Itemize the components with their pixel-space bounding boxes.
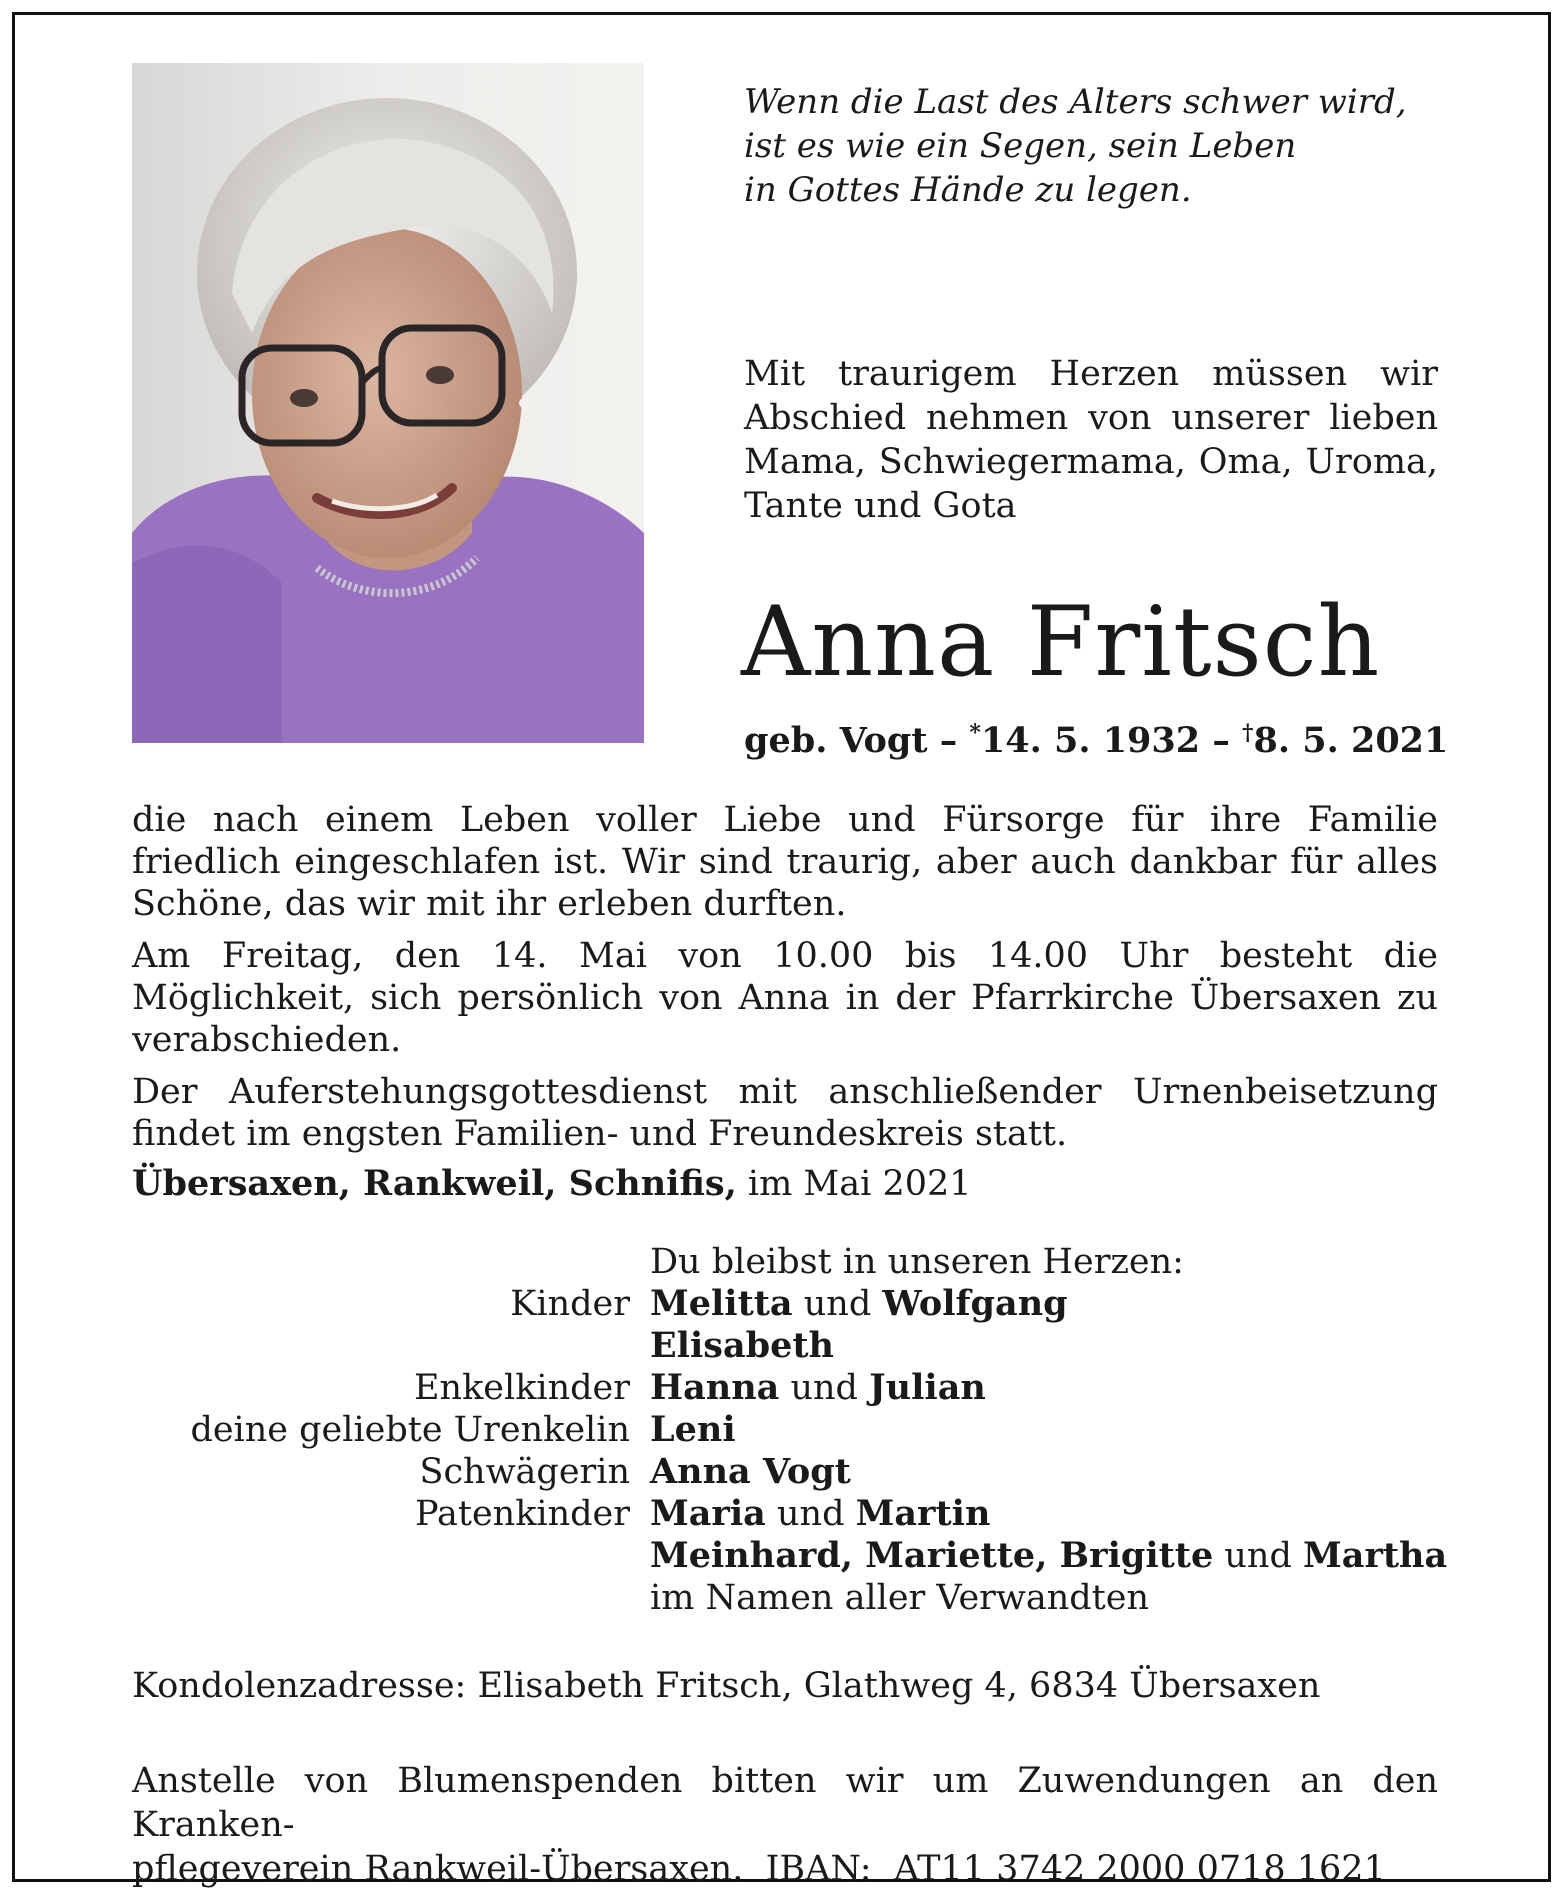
place-towns: Übersaxen, Rankweil, Schnifis, — [132, 1163, 737, 1204]
birth-date: 14. 5. 1932 — [980, 720, 1201, 761]
intro-line: Mit traurigem Herzen müssen wir — [744, 354, 1438, 394]
family-heading: Du bleibst in unseren Herzen: — [650, 1242, 1184, 1282]
body-paragraph: Der Auferstehungsgottesdienst mit anschließender Urnenbeisetzung findet im engsten Familien- und Freundeskreis statt. — [132, 1072, 1438, 1154]
donation-line: pflegeverein Rankweil-Übersaxen. IBAN: AT11 3742 2000 0718 1621 — [132, 1849, 1386, 1889]
family-row-urenkel — [132, 1409, 1472, 1451]
intro-line: Mama, Schwiegermama, Oma, Uroma, — [744, 442, 1438, 482]
body-paragraph: Am Freitag, den 14. Mai von 10.00 bis 14.00 Uhr besteht die Möglichkeit, sich persönlich von Anna in der Pfarrkirche Übersaxen zu verabschieden. — [132, 936, 1438, 1060]
relation-label: Enkelkinder — [414, 1368, 630, 1408]
death-date: 8. 5. 2021 — [1253, 720, 1449, 761]
family-list — [132, 1241, 1472, 1619]
portrait-photo — [132, 63, 644, 743]
intro-line: Abschied nehmen von unserer lieben — [744, 398, 1438, 438]
conjunction: und — [1224, 1536, 1292, 1576]
conjunction: und — [790, 1368, 858, 1408]
separator: – — [939, 720, 958, 761]
relation-label: Schwägerin — [419, 1452, 630, 1492]
obituary-page — [12, 12, 1551, 1889]
family-row-schwaegerin — [132, 1451, 1472, 1493]
body-paragraph: die nach einem Leben voller Liebe und Fürsorge für ihre Familie friedlich eingeschlafen ist. Wir sind traurig, aber auch dankbar für alles Schöne, das wir mit ihr erleben durften. — [132, 800, 1438, 924]
separator: – — [1212, 720, 1230, 761]
family-heading-row — [132, 1241, 1472, 1283]
donation-line: Anstelle von Blumenspenden bitten wir um Zuwendungen an den Kranken- — [132, 1761, 1438, 1845]
place-month: im Mai 2021 — [747, 1164, 972, 1204]
condolence-address: Kondolenzadresse: Elisabeth Fritsch, Glathweg 4, 6834 Übersaxen — [132, 1666, 1321, 1706]
family-footer: im Namen aller Verwandten — [650, 1578, 1149, 1618]
family-row-enkel — [132, 1367, 1472, 1409]
birth-name: geb. Vogt — [744, 720, 928, 761]
relation-label: Patenkinder — [415, 1494, 630, 1534]
death-symbol: † — [1242, 720, 1254, 746]
family-name: Wolfgang — [882, 1283, 1068, 1324]
deceased-name: Anna Fritsch — [741, 586, 1381, 698]
portrait-illustration — [132, 63, 644, 743]
conjunction: und — [803, 1284, 872, 1324]
family-name: Melitta — [650, 1283, 793, 1324]
motto-verse — [744, 80, 1407, 212]
place-date — [132, 1162, 972, 1206]
motto-line: in Gottes Hände zu legen. — [744, 170, 1192, 210]
birth-symbol: * — [969, 720, 981, 746]
motto-line: ist es wie ein Segen, sein Leben — [744, 126, 1297, 166]
family-name: Anna Vogt — [650, 1451, 851, 1492]
motto-line: Wenn die Last des Alters schwer wird, — [744, 82, 1407, 122]
donation-note — [132, 1759, 1438, 1891]
family-footer-row — [132, 1577, 1472, 1619]
family-row-kinder — [132, 1283, 1472, 1325]
family-name: Maria — [650, 1493, 766, 1534]
family-name: Martin — [855, 1493, 991, 1534]
family-name: Julian — [869, 1367, 986, 1408]
intro-line: Tante und Gota — [744, 486, 1017, 526]
family-name: Hanna — [650, 1367, 780, 1408]
relation-label: deine geliebte Urenkelin — [190, 1410, 630, 1450]
family-name: Meinhard, Mariette, Brigitte — [650, 1535, 1214, 1576]
family-row-paten-2 — [132, 1535, 1472, 1577]
relation-label: Kinder — [510, 1284, 630, 1324]
life-dates — [744, 711, 1448, 763]
intro-text — [744, 352, 1438, 528]
family-name: Martha — [1303, 1535, 1448, 1576]
family-row-kinder-2 — [132, 1325, 1472, 1367]
conjunction: und — [776, 1494, 845, 1534]
announcement-body — [132, 799, 1438, 1165]
family-name: Elisabeth — [650, 1325, 835, 1366]
family-row-paten — [132, 1493, 1472, 1535]
family-name: Leni — [650, 1409, 736, 1450]
